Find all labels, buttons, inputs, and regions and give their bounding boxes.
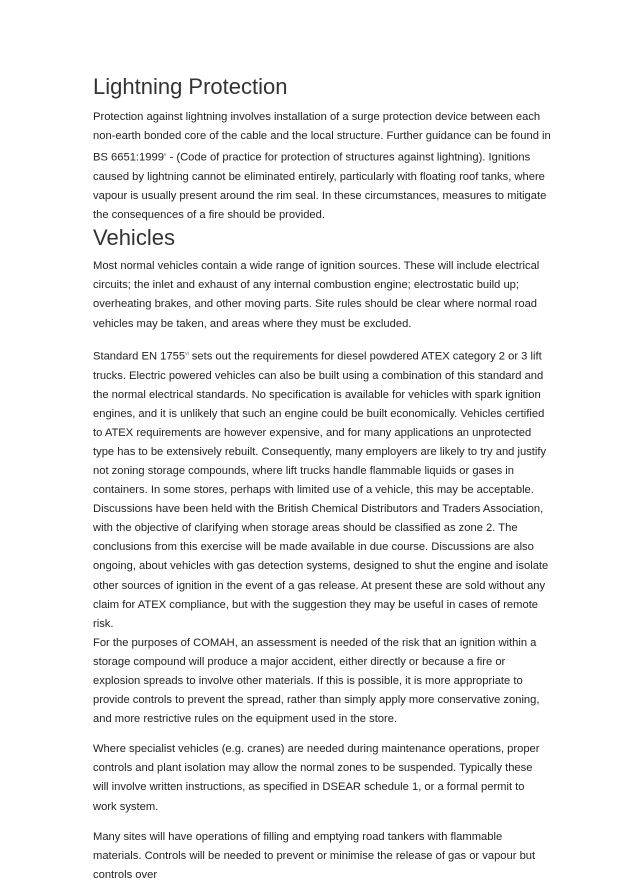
paragraph-vehicles-3: For the purposes of COMAH, an assessment is needed of the risk that an ignition within a storage compound will produce a major accident, either directly or because a fire or explosion spreads to involve other materials. If this is possible, it is more appropriate to provide controls to prevent the spread, rather than simply apply more conservative zoning, and more restrictive rules on the equipment used in the store. <box>93 636 540 726</box>
heading-vehicles: Vehicles <box>93 225 175 251</box>
paragraph-vehicles-1: Most normal vehicles contain a wide range of ignition sources. These will include electrical circuits; the inlet and exhaust of any internal combustion engine; electrostatic build up; overheating brakes, and other moving parts. Site rules should be clear where normal road vehicles may be taken, and areas where they must be excluded. <box>93 260 540 330</box>
paragraph-lightning-text-2: - (Code of practice for protection of structures against lightning). Ignitions caused by lightning cannot be eliminated entirely, particularly with floating roof tanks, where vapour is usually present around the rim seal. In these circumstances, measures to mitigate the consequences of a fire should be provided. <box>93 151 547 222</box>
paragraph-lightning <box>93 108 551 225</box>
paragraph-vehicles-5: Many sites will have operations of filling and emptying road tankers with flammable materials. Controls will be needed to prevent or minimise the release of gas or vapour but controls over <box>93 830 536 881</box>
paragraph-lightning-text-1: Protection against lightning involves installation of a surge protection device between each non-earth bonded core of the cable and the local structure. Further guidance can be found in BS 6651:1999 <box>93 111 551 164</box>
footnote-marker-vi: vi <box>185 350 189 357</box>
document-page <box>93 74 551 885</box>
heading-lightning-protection: Lightning Protection <box>93 74 288 99</box>
footnote-marker-v: v <box>163 152 167 159</box>
paragraph-vehicles-2-text-2: sets out the requirements for diesel powdered ATEX category 2 or 3 lift trucks. Electric powered vehicles can also be built using a combination of this standard and the normal electrical standards. No specification is available for vehicles with spark ignition engines, and it is unlikely that such an engine could be built economically. Vehicles certified to ATEX requirements are however expensive, and for many applications an unprotected type has to be extensively rebuilt. Consequently, many employers are likely to try and justify not zoning storage compounds, where lift trucks handle flammable liquids or gases in containers. In some stores, perhaps with limited use of a vehicle, this may be acceptable. Discussions have been held with the British Chemical Distributors and Traders Association, with the objective of clarifying when storage areas should be classified as zone 2. The conclusions from this exercise will be made available in due course. Discussions are also ongoing, about vehicles with gas detection systems, designed to shut the engine and isolate other sources of ignition in the event of a gas release. At present these are sold without any claim for ATEX compliance, but with the suggestion they may be useful in cases of remote risk. <box>93 350 549 630</box>
paragraph-vehicles-2-text-1: Standard EN 1755 <box>93 350 186 363</box>
paragraph-vehicles-2 <box>93 345 551 634</box>
paragraph-vehicles-4: Where specialist vehicles (e.g. cranes) are needed during maintenance operations, proper controls and plant isolation may allow the normal zones to be suspended. Typically these will involve written instructions, as specified in DSEAR schedule 1, or a formal permit to work system. <box>93 743 540 813</box>
